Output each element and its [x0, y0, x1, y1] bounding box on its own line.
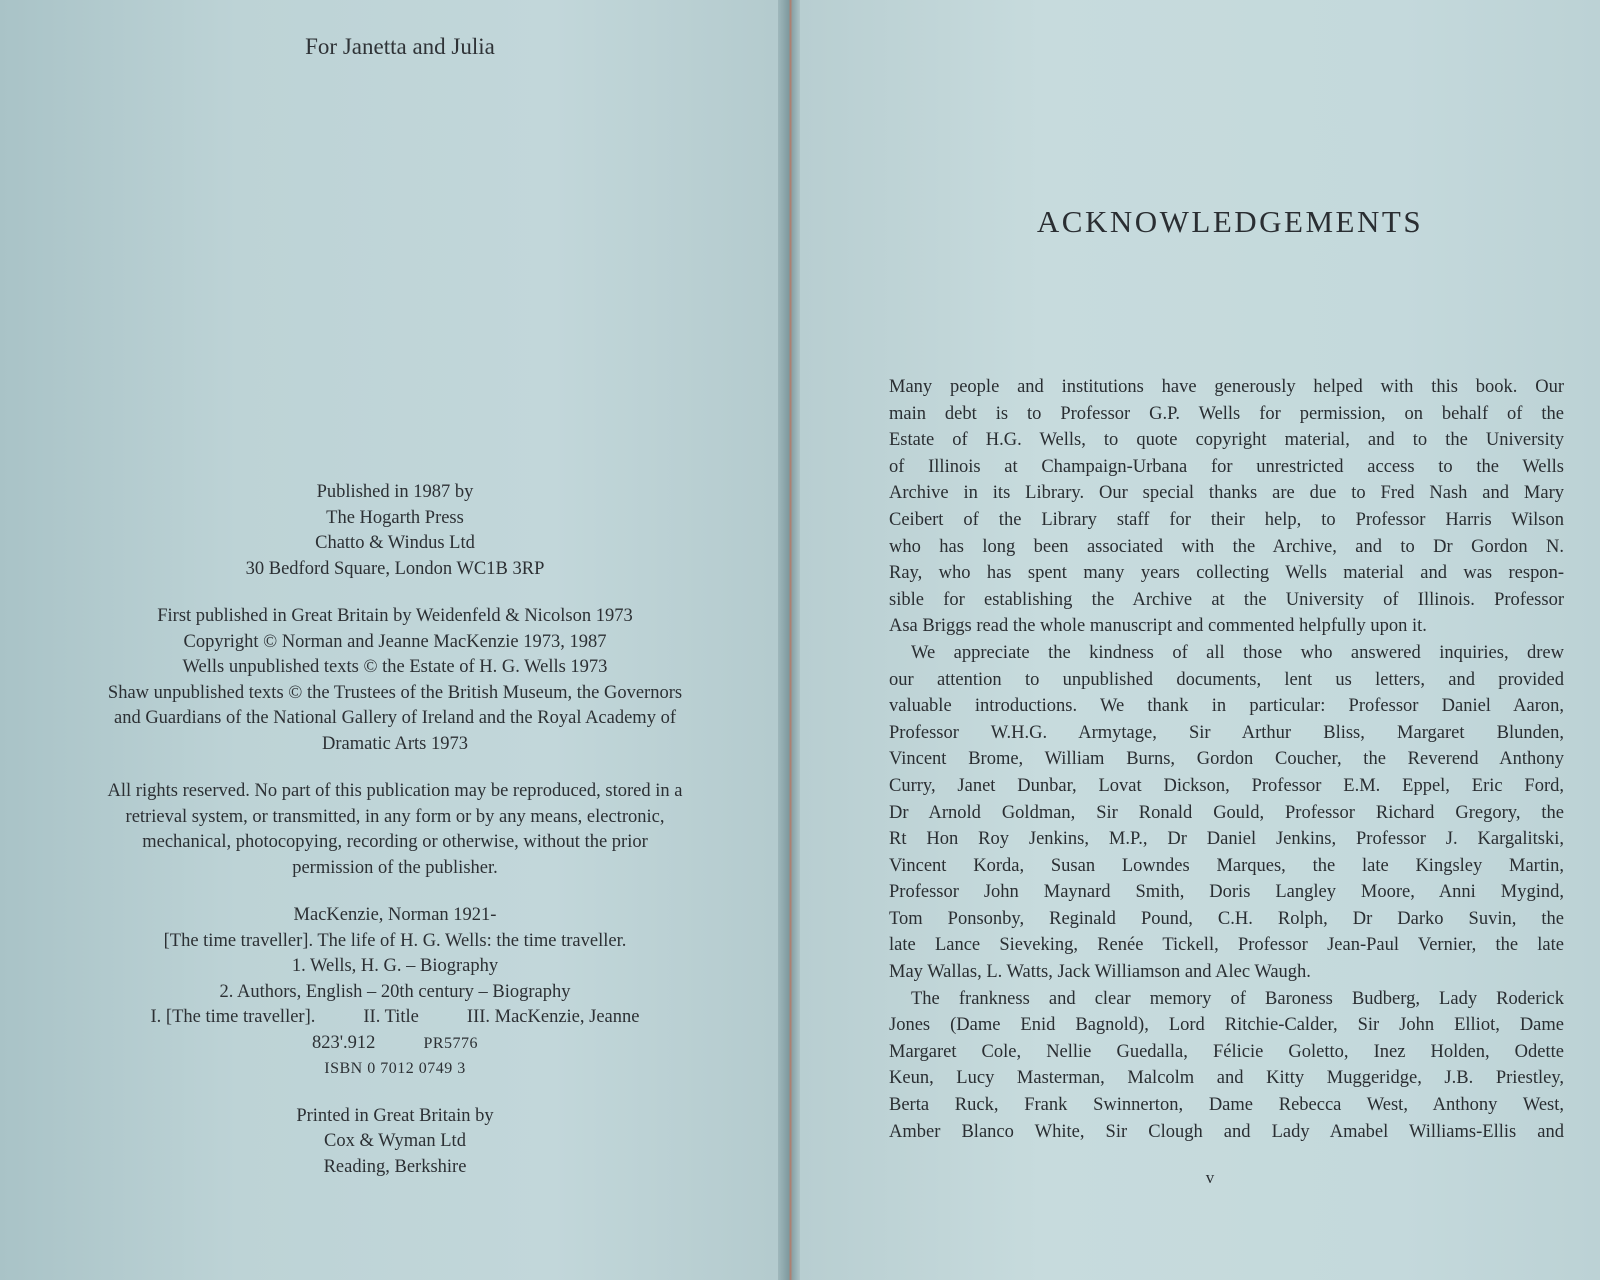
text-line: our attention to unpublished documents, lent us letters, and provided [889, 669, 1564, 690]
copyright-line: and Guardians of the National Gallery of Ireland and the Royal Academy of [113, 708, 676, 728]
imprint-block [55, 480, 735, 1202]
copyright-line: First published in Great Britain by Weidenfeld & Nicolson 1973 [157, 606, 633, 626]
text-line: Vincent Brome, William Burns, Gordon Coucher, the Reverend Anthony [889, 749, 1564, 770]
isbn: ISBN 0 7012 0749 3 [324, 1060, 466, 1077]
copyright-line: Dramatic Arts 1973 [322, 733, 468, 754]
text-line: The frankness and clear memory of Baroness Budberg, Lady Roderick [911, 988, 1564, 1009]
dewey-number: 823'.912 [311, 1032, 376, 1053]
index-terms [55, 1005, 735, 1031]
publisher-line: 30 Bedford Square, London WC1B 3RP [245, 558, 545, 579]
dedication: For Janetta and Julia [305, 34, 495, 59]
text-line: Margaret Cole, Nellie Guedalla, Félicie Goletto, Inez Holden, Odette [889, 1041, 1564, 1062]
publisher-line: Published in 1987 by [316, 482, 474, 502]
book-gutter [778, 0, 802, 1280]
copyright-info [55, 604, 735, 757]
rights-line: retrieval system, or transmitted, in any form or by any means, electronic, [125, 806, 665, 827]
text-line: Vincent Korda, Susan Lowndes Marques, the late Kingsley Martin, [889, 855, 1564, 876]
text-line: We appreciate the kindness of all those who answered inquiries, drew [911, 642, 1564, 663]
text-line: May Wallas, L. Watts, Jack Williamson and Alec Waugh. [889, 962, 1311, 983]
text-line: Archive in its Library. Our special thanks are due to Fred Nash and Mary [889, 483, 1564, 504]
text-line: Jones (Dame Enid Bagnold), Lord Ritchie-Calder, Sir John Elliot, Dame [889, 1015, 1564, 1036]
text-line: sible for establishing the Archive at the University of Illinois. Professor [889, 589, 1564, 610]
cataloguing-data [55, 903, 735, 1082]
printer-line: Cox & Wyman Ltd [324, 1131, 466, 1151]
left-page [0, 0, 790, 1280]
text-line: Ray, who has spent many years collecting Wells material and was respon- [889, 563, 1564, 584]
publisher-info [55, 480, 735, 582]
text-line: who has long been associated with the Archive, and to Dr Gordon N. [889, 536, 1564, 557]
text-line: main debt is to Professor G.P. Wells for permission, on behalf of the [889, 403, 1564, 424]
catalogue-line: MacKenzie, Norman 1921- [293, 905, 497, 925]
text-line: Berta Ruck, Frank Swinnerton, Dame Rebecca West, Anthony West, [889, 1095, 1564, 1116]
text-line: Amber Blanco White, Sir Clough and Lady Amabel Williams-Ellis and [889, 1121, 1564, 1142]
acknowledgements-text [889, 374, 1564, 1145]
catalogue-line: [The time traveller]. The life of H. G. Wells: the time traveller. [163, 930, 627, 951]
text-line: valuable introductions. We thank in particular: Professor Daniel Aaron, [889, 696, 1564, 717]
text-line: Many people and institutions have generously helped with this book. Our [889, 377, 1564, 397]
printer-info [55, 1104, 735, 1181]
index-term: II. Title [363, 1007, 419, 1027]
index-term: I. [The time traveller]. [150, 1007, 316, 1027]
rights-notice [55, 779, 735, 881]
publisher-line: The Hogarth Press [326, 507, 464, 528]
printer-line: Reading, Berkshire [323, 1156, 467, 1177]
lc-number: PR5776 [423, 1034, 479, 1052]
index-term: III. MacKenzie, Jeanne [466, 1007, 640, 1027]
text-line: Curry, Janet Dunbar, Lovat Dickson, Professor E.M. Eppel, Eric Ford, [889, 775, 1564, 796]
copyright-line: Wells unpublished texts © the Estate of H. G. Wells 1973 [182, 657, 608, 677]
copyright-line: Copyright © Norman and Jeanne MacKenzie 1973, 1987 [183, 631, 607, 652]
text-line: Rt Hon Roy Jenkins, M.P., Dr Daniel Jenkins, Professor J. Kargalitski, [889, 829, 1564, 850]
text-line: late Lance Sieveking, Renée Tickell, Professor Jean-Paul Vernier, the late [889, 935, 1564, 956]
text-line: Dr Arnold Goldman, Sir Ronald Gould, Professor Richard Gregory, the [889, 802, 1564, 823]
publisher-line: Chatto & Windus Ltd [315, 533, 475, 553]
rights-line: permission of the publisher. [292, 857, 498, 878]
text-line: Asa Briggs read the whole manuscript and commented helpfully upon it. [889, 616, 1427, 637]
rights-line: mechanical, photocopying, recording or otherwise, without the prior [142, 832, 648, 852]
classification-numbers [55, 1031, 735, 1057]
text-line: Professor W.H.G. Armytage, Sir Arthur Bliss, Margaret Blunden, [889, 722, 1564, 743]
printer-line: Printed in Great Britain by [296, 1105, 494, 1126]
text-line: Estate of H.G. Wells, to quote copyright material, and to the University [889, 430, 1564, 451]
text-line: Tom Ponsonby, Reginald Pound, C.H. Rolph, Dr Darko Suvin, the [889, 908, 1564, 929]
catalogue-line: 1. Wells, H. G. – Biography [291, 956, 499, 976]
text-line: of Illinois at Champaign-Urbana for unrestricted access to the Wells [889, 456, 1564, 477]
text-line: Professor John Maynard Smith, Doris Langley Moore, Anni Mygind, [889, 882, 1564, 903]
text-line: Keun, Lucy Masterman, Malcolm and Kitty Muggeridge, J.B. Priestley, [889, 1068, 1564, 1089]
catalogue-line: 2. Authors, English – 20th century – Biography [219, 981, 571, 1002]
page-title: ACKNOWLEDGEMENTS [1036, 204, 1424, 239]
rights-line: All rights reserved. No part of this publication may be reproduced, stored in a [107, 781, 683, 801]
text-line: Ceibert of the Library staff for their help, to Professor Harris Wilson [889, 509, 1564, 530]
copyright-line: Shaw unpublished texts © the Trustees of the British Museum, the Governors [107, 682, 683, 703]
page-number: v [1205, 1168, 1215, 1187]
